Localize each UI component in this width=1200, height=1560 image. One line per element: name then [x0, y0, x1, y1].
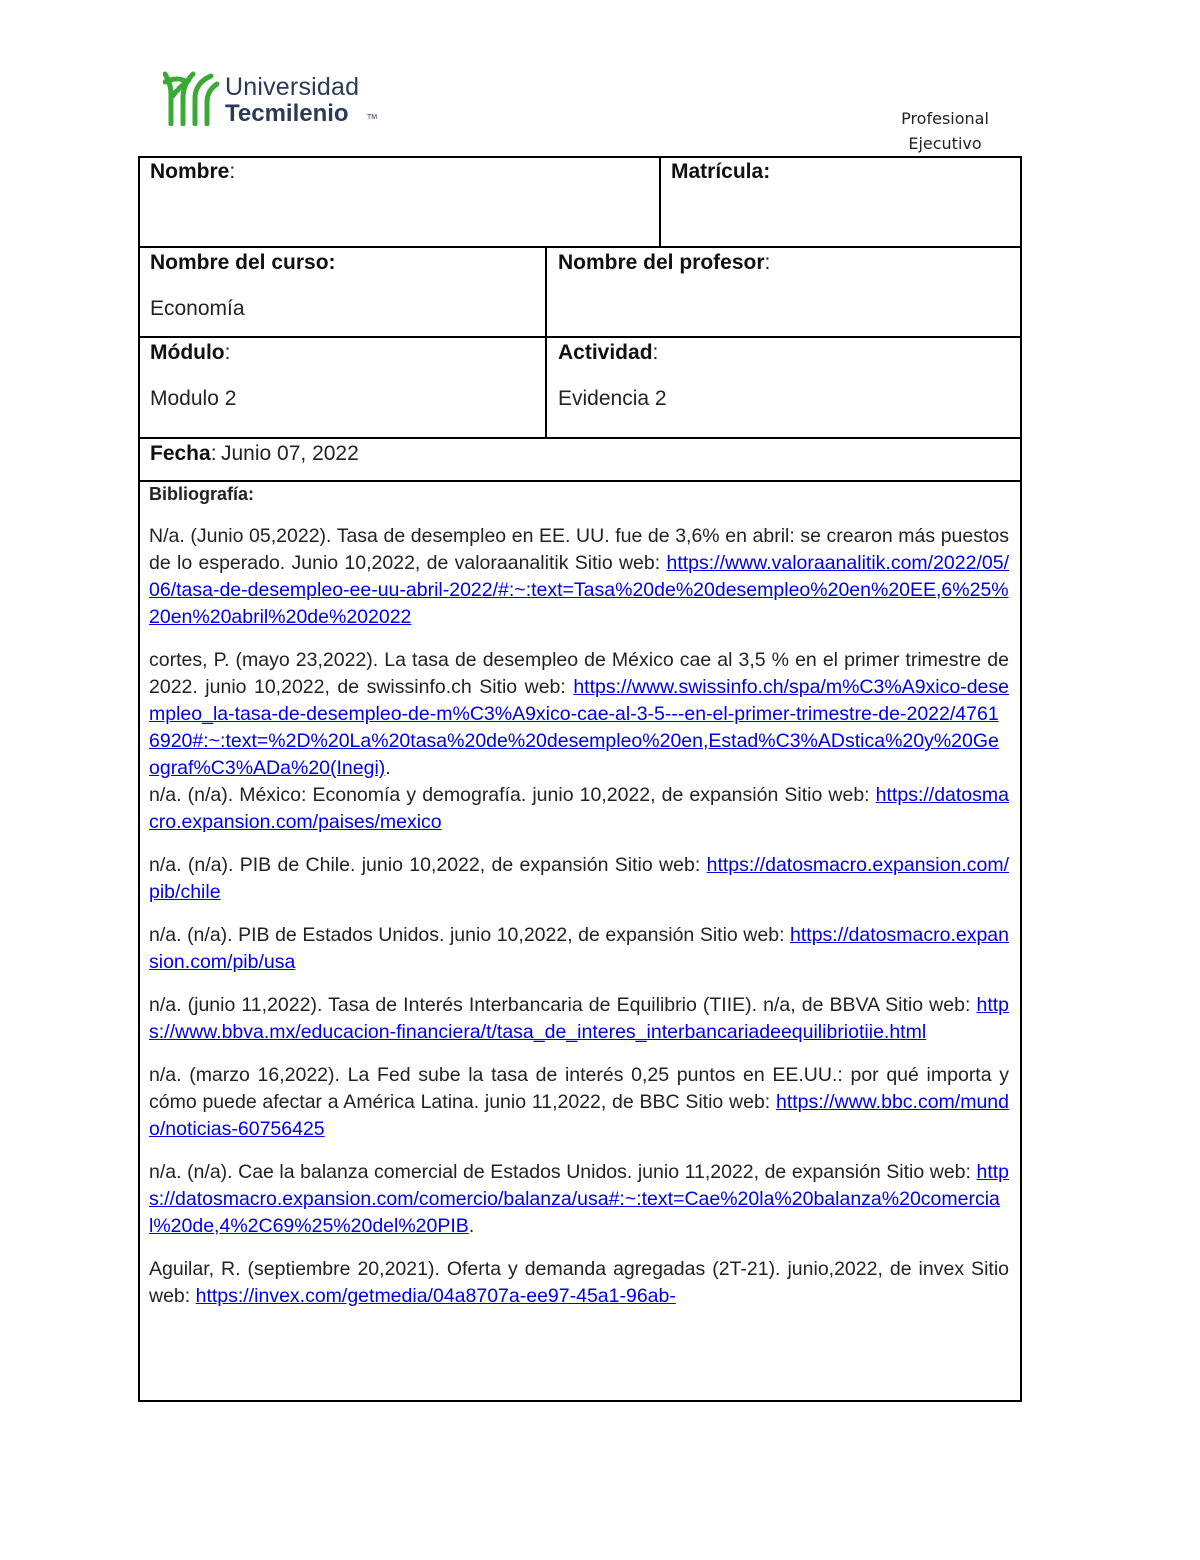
entry-text: n/a. (marzo 16,2022). La Fed sube la tasa de interés 0,25 puntos en EE.UU.: por qué importa y cómo puede afectar a América Latina. junio 11,2022, de BBC Sitio web: — [149, 1064, 1009, 1113]
brand-name-line1: Universidad — [225, 73, 360, 101]
matricula-cell — [671, 160, 770, 184]
divider — [138, 336, 1022, 338]
divider — [138, 480, 1022, 482]
bibliography-entry — [149, 647, 1009, 782]
bibliography-entry — [149, 852, 1009, 906]
colon: : — [210, 442, 217, 465]
university-logo — [163, 68, 383, 128]
brand-name-line2: Tecmilenio — [225, 100, 349, 127]
bibliography-entry — [149, 1062, 1009, 1143]
fecha-value: Junio 07, 2022 — [221, 442, 359, 465]
nombre-cell — [150, 160, 235, 184]
modulo-cell — [150, 341, 236, 411]
bibliography-entry — [149, 1256, 1009, 1310]
fecha-label: Fecha — [150, 442, 211, 465]
entry-link[interactable]: https://datosmacro.expansion.com/pib/chile — [149, 854, 1009, 903]
entry-link[interactable]: https://datosmacro.expansion.com/paises/mexico — [149, 784, 1009, 833]
program-label-line2: Ejecutivo — [908, 134, 982, 153]
entry-text: Aguilar, R. (septiembre 20,2021). Oferta y demanda agregadas (2T-21). junio,2022, de invex Sitio web: — [149, 1258, 1009, 1307]
modulo-value: Modulo 2 — [150, 387, 237, 410]
entry-link[interactable]: https://www.swissinfo.ch/spa/m%C3%A9xico-desempleo_la-tasa-de-desempleo-de-m%C3%A9xico-cae-al-3-5---en-el-primer-trimestre-de-2022/47616920#:~:text=%2D%20La%20tasa%20de%20desempleo%20en,Estad%C3%ADstica%20y%20Geograf%C3%ADa%20(Inegi) — [149, 676, 1009, 779]
entry-text: n/a. (n/a). PIB de Estados Unidos. junio 10,2022, de expansión Sitio web: — [149, 924, 791, 946]
actividad-value: Evidencia 2 — [558, 387, 667, 410]
table-bottom-border — [138, 1400, 1022, 1402]
bibliography-entry — [149, 992, 1009, 1046]
colon: : — [224, 341, 231, 364]
curso-value: Economía — [150, 297, 245, 320]
bibliography-entry — [149, 782, 1009, 836]
program-label-line1: Profesional — [901, 109, 989, 128]
bibliography-section — [149, 484, 1009, 1326]
entry-link[interactable]: https://datosmacro.expansion.com/pib/usa — [149, 924, 1009, 973]
entry-link[interactable]: https://www.valoraanalitik.com/2022/05/06/tasa-de-desempleo-ee-uu-abril-2022/#:~:text=Tasa%20de%20desempleo%20en%20EE,6%25%20en%20abril%20de%202022 — [149, 552, 1009, 628]
colon: : — [764, 251, 771, 274]
bibliography-entry — [149, 1159, 1009, 1240]
fecha-cell — [150, 442, 359, 466]
actividad-label: Actividad — [558, 341, 653, 364]
divider — [545, 246, 547, 439]
brand-trademark: TM — [367, 114, 378, 121]
actividad-cell — [558, 341, 667, 411]
entry-text: N/a. (Junio 05,2022). Tasa de desempleo en EE. UU. fue de 3,6% en abril: se crearon más puestos de lo esperado. Junio 10,2022, de valoraanalitik Sitio web: — [149, 525, 1009, 574]
divider — [138, 246, 1022, 248]
page-bottom-margin — [138, 1400, 1022, 1560]
curso-label: Nombre del curso: — [150, 251, 336, 274]
modulo-label: Módulo — [150, 341, 225, 364]
entry-text: n/a. (junio 11,2022). Tasa de Interés Interbancaria de Equilibrio (TIIE). n/a, de BBVA Sitio web: — [149, 994, 977, 1016]
divider — [138, 437, 1022, 439]
entry-text: n/a. (n/a). Cae la balanza comercial de Estados Unidos. junio 11,2022, de expansión Sitio web: — [149, 1161, 977, 1183]
divider — [659, 156, 661, 248]
bibliography-entry — [149, 922, 1009, 976]
leaf-logo-icon — [163, 68, 219, 126]
bibliography-title: Bibliografía: — [149, 484, 255, 504]
program-label — [880, 106, 1010, 156]
entry-link[interactable]: https://www.bbc.com/mundo/noticias-60756425 — [149, 1091, 1009, 1140]
entry-text: cortes, P. (mayo 23,2022). La tasa de desempleo de México cae al 3,5 % en el primer trimestre de 2022. junio 10,2022, de swissinfo.ch Sitio web: — [149, 649, 1009, 698]
colon: : — [652, 341, 659, 364]
entry-link[interactable]: https://invex.com/getmedia/04a8707a-ee97-45a1-96ab- — [195, 1285, 676, 1307]
entry-link[interactable]: https://www.bbva.mx/educacion-financiera/t/tasa_de_interes_interbancariadeequilibriotiie.html — [149, 994, 1009, 1043]
entry-text: n/a. (n/a). PIB de Chile. junio 10,2022, de expansión Sitio web: — [149, 854, 707, 876]
bibliography-entry — [149, 523, 1009, 631]
entry-suffix: . — [385, 757, 391, 779]
nombre-label: Nombre — [150, 160, 230, 183]
colon: : — [229, 160, 236, 183]
matricula-label: Matrícula: — [671, 160, 771, 183]
entry-text: n/a. (n/a). México: Economía y demografía. junio 10,2022, de expansión Sitio web: — [149, 784, 876, 806]
profesor-cell — [558, 251, 770, 275]
curso-cell — [150, 251, 336, 321]
profesor-label: Nombre del profesor — [558, 251, 765, 274]
entry-link[interactable]: https://datosmacro.expansion.com/comercio/balanza/usa#:~:text=Cae%20la%20balanza%20comercial%20de,4%2C69%25%20del%20PIB — [149, 1161, 1009, 1237]
entry-suffix: . — [468, 1215, 475, 1237]
